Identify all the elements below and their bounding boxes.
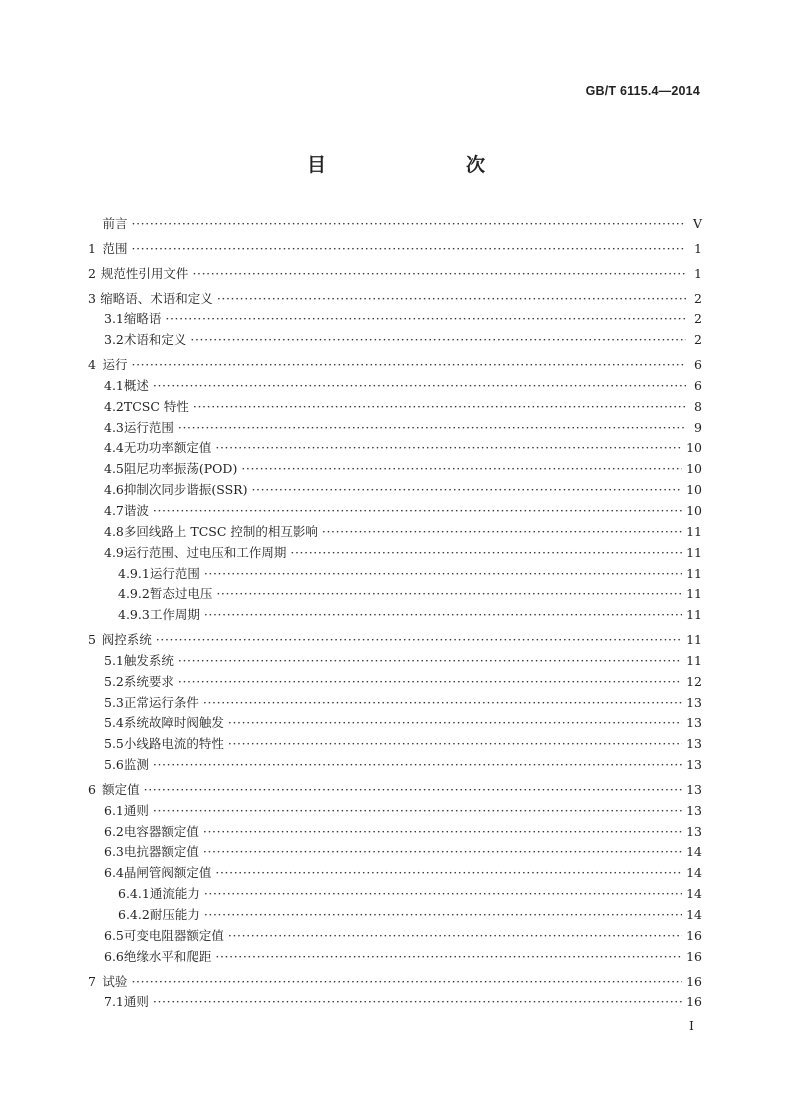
- dot-leader: [131, 974, 682, 989]
- toc-entry-title: 可变电阻器额定值: [123, 927, 224, 943]
- dot-leader: [228, 928, 682, 943]
- toc-entry[interactable]: [88, 289, 702, 310]
- toc-entry-page: 13: [686, 781, 702, 797]
- toc-entry[interactable]: [88, 842, 702, 863]
- toc-entry-page: 13: [686, 757, 702, 773]
- toc-entry-page: 11: [686, 565, 702, 581]
- toc-entry-page: 11: [686, 586, 702, 602]
- toc-entry-title: 运行范围: [149, 565, 200, 581]
- toc-entry[interactable]: [88, 214, 702, 235]
- toc-entry-page: 13: [686, 694, 702, 710]
- toc-entry-page: 13: [686, 715, 702, 731]
- toc-entry-page: 16: [686, 927, 702, 943]
- toc-entry[interactable]: [88, 822, 702, 843]
- toc-entry-title: 运行: [102, 357, 128, 373]
- toc-entry-number: 6.6: [104, 948, 124, 964]
- toc-entry-title: 概述: [123, 377, 149, 393]
- toc-entry[interactable]: [88, 330, 702, 351]
- toc-entry[interactable]: [88, 734, 702, 755]
- toc-entry-page: 10: [686, 502, 702, 518]
- toc-entry-title: 运行范围、过电压和工作周期: [123, 544, 287, 560]
- toc-entry-title: 规范性引用文件: [100, 265, 189, 281]
- dot-leader: [251, 482, 682, 497]
- dot-leader: [215, 440, 682, 455]
- toc-entry-title: 多回线路上 TCSC 控制的相互影响: [123, 523, 318, 539]
- toc-entry-title: 耐压能力: [149, 907, 200, 922]
- toc-entry[interactable]: [88, 355, 702, 376]
- toc-entry-page: 9: [694, 419, 702, 435]
- toc-entry[interactable]: [88, 376, 702, 397]
- dot-leader: [204, 566, 682, 581]
- dot-leader: [193, 399, 686, 414]
- dot-leader: [153, 803, 682, 818]
- toc-entry-number: 6.3: [104, 844, 124, 860]
- toc-entry[interactable]: [88, 564, 702, 585]
- toc-entry-title: 电抗器额定值: [123, 844, 199, 860]
- toc-entry-number: 6.2: [104, 823, 124, 839]
- dot-leader: [216, 586, 682, 601]
- toc-entry[interactable]: [88, 884, 702, 905]
- toc-entry-title: 缩略语、术语和定义: [100, 290, 213, 306]
- toc-entry-page: 11: [686, 632, 702, 648]
- toc-entry-title: 监测: [123, 757, 149, 773]
- dot-leader: [322, 524, 682, 539]
- toc-entry-page: 10: [686, 482, 702, 498]
- toc-entry-page: 2: [694, 290, 702, 306]
- toc-entry-number: 4.6: [104, 482, 124, 498]
- toc-entry-title: 额定值: [102, 781, 140, 797]
- dot-leader: [153, 378, 686, 393]
- toc-entry-number: 5: [88, 632, 96, 648]
- page-title: 目 次: [306, 154, 519, 176]
- toc-entry-number: 7.1: [104, 994, 124, 1010]
- toc-entry-title: 抑制次同步谐振(SSR): [123, 482, 248, 498]
- toc-entry-number: 3.1: [104, 311, 124, 327]
- toc-entry-title: 暂态过电压: [149, 586, 213, 602]
- toc-entry-page: 2: [694, 332, 702, 348]
- dot-leader: [217, 291, 686, 306]
- toc-entry-number: 4.9.3: [118, 607, 150, 623]
- dot-leader: [290, 545, 682, 560]
- toc-entry-page: 11: [686, 607, 702, 623]
- toc-entry[interactable]: [88, 630, 702, 651]
- dot-leader: [204, 607, 682, 622]
- toc-entry-page: 16: [686, 994, 702, 1010]
- toc-entry[interactable]: [88, 397, 702, 418]
- toc-entry-number: 4.5: [104, 461, 124, 477]
- dot-leader: [178, 674, 682, 689]
- dot-leader: [203, 695, 682, 710]
- toc-entry-page: 6: [694, 357, 702, 373]
- toc-entry-number: 4.9: [104, 544, 124, 560]
- toc-entry-title: 试验: [102, 973, 128, 989]
- toc-entry-page: 13: [686, 823, 702, 839]
- dot-leader: [228, 715, 682, 730]
- toc-entry[interactable]: [88, 693, 702, 714]
- toc-entry-page: 11: [686, 523, 702, 539]
- toc-entry-number: 6.1: [104, 802, 124, 818]
- toc-entry-page: 14: [686, 886, 702, 902]
- toc-entry-title: 系统故障时阀触发: [123, 715, 224, 731]
- toc-entry-number: 6: [88, 781, 96, 797]
- toc-entry-page: 8: [694, 398, 702, 414]
- toc-entry[interactable]: [88, 459, 702, 480]
- toc-entry[interactable]: [88, 418, 702, 439]
- dot-leader: [132, 216, 686, 231]
- toc-entry-title: TCSC 特性: [123, 398, 189, 414]
- toc-entry[interactable]: [88, 801, 702, 822]
- toc-entry-number: 5.4: [104, 715, 124, 731]
- toc-entry-page: 11: [686, 544, 702, 560]
- dot-leader: [204, 907, 682, 922]
- dot-leader: [215, 865, 682, 880]
- toc-entry-number: 1: [88, 240, 96, 256]
- toc-entry-page: 14: [686, 907, 702, 922]
- toc-entry[interactable]: [88, 309, 702, 330]
- toc-entry-page: V: [692, 216, 702, 231]
- toc-entry-title: 阻尼功率振荡(POD): [123, 461, 238, 477]
- toc-entry-title: 电容器额定值: [123, 823, 199, 839]
- dot-leader: [144, 782, 682, 797]
- toc-entry[interactable]: [88, 522, 702, 543]
- toc-entry-number: 4.1: [104, 377, 124, 393]
- dot-leader: [153, 994, 682, 1009]
- toc-entry-title: 阀控系统: [101, 632, 152, 648]
- dot-leader: [165, 311, 686, 326]
- toc-entry-number: 5.2: [104, 673, 124, 689]
- table-of-contents: [88, 214, 702, 1013]
- dot-leader: [132, 241, 686, 256]
- toc-entry[interactable]: [88, 605, 702, 626]
- toc-entry-number: 4.7: [104, 502, 124, 518]
- toc-entry-page: 16: [686, 948, 702, 964]
- toc-entry-page: 13: [686, 736, 702, 752]
- dot-leader: [178, 653, 682, 668]
- dot-leader: [203, 844, 682, 859]
- dot-leader: [204, 886, 682, 901]
- toc-entry[interactable]: [88, 972, 702, 993]
- toc-entry-number: 4.3: [104, 419, 124, 435]
- toc-entry-number: 6.5: [104, 927, 124, 943]
- dot-leader: [153, 757, 682, 772]
- toc-entry-title: 通则: [123, 802, 149, 818]
- page-number: I: [689, 1018, 694, 1033]
- toc-entry-title: 正常运行条件: [123, 694, 199, 710]
- toc-entry-number: 6.4.2: [118, 907, 150, 922]
- toc-entry[interactable]: [88, 584, 702, 605]
- toc-entry-number: 3.2: [104, 332, 124, 348]
- toc-entry-number: 5.5: [104, 736, 124, 752]
- toc-entry-page: 16: [686, 973, 702, 989]
- dot-leader: [178, 420, 686, 435]
- toc-entry-title: 触发系统: [123, 652, 174, 668]
- toc-entry-title: 术语和定义: [123, 332, 187, 348]
- dot-leader: [153, 503, 682, 518]
- toc-entry-title: 工作周期: [149, 607, 200, 623]
- toc-entry-page: 10: [686, 461, 702, 477]
- toc-entry-number: 5.3: [104, 694, 124, 710]
- toc-entry-number: 4.9.1: [118, 565, 150, 581]
- toc-entry-title: 通流能力: [149, 886, 200, 902]
- toc-entry-title: 前言: [102, 216, 128, 231]
- toc-entry[interactable]: [88, 672, 702, 693]
- toc-entry-page: 14: [686, 865, 702, 881]
- toc-entry[interactable]: [88, 543, 702, 564]
- toc-entry-page: 1: [694, 240, 702, 256]
- toc-entry[interactable]: [88, 438, 702, 459]
- dot-leader: [241, 461, 682, 476]
- dot-leader: [215, 949, 682, 964]
- toc-entry-number: 4.8: [104, 523, 124, 539]
- toc-entry-page: 2: [694, 311, 702, 327]
- toc-entry-page: 13: [686, 802, 702, 818]
- dot-leader: [203, 824, 682, 839]
- toc-entry[interactable]: [88, 651, 702, 672]
- dot-leader: [156, 632, 682, 647]
- toc-entry-page: 10: [686, 440, 702, 456]
- toc-entry-title: 谐波: [123, 502, 149, 518]
- toc-entry-title: 范围: [102, 240, 128, 256]
- toc-entry[interactable]: [88, 755, 702, 776]
- toc-entry-number: 5.6: [104, 757, 124, 773]
- toc-entry-number: 2: [88, 265, 96, 281]
- toc-entry-title: 绝缘水平和爬距: [123, 948, 212, 964]
- toc-entry[interactable]: [88, 780, 702, 801]
- dot-leader: [192, 266, 686, 281]
- toc-entry-title: 系统要求: [123, 673, 174, 689]
- toc-entry-page: 12: [686, 673, 702, 689]
- toc-entry[interactable]: [88, 480, 702, 501]
- toc-entry-title: 小线路电流的特性: [123, 736, 224, 752]
- toc-entry-title: 通则: [123, 994, 149, 1010]
- toc-entry-title: 缩略语: [123, 311, 162, 327]
- toc-entry-number: 4.4: [104, 440, 124, 456]
- toc-entry[interactable]: [88, 239, 702, 260]
- toc-entry-number: 5.1: [104, 652, 124, 668]
- toc-entry[interactable]: [88, 992, 702, 1013]
- toc-entry-title: 无功功率额定值: [123, 440, 212, 456]
- toc-entry[interactable]: [88, 947, 702, 968]
- toc-entry-number: 6.4.1: [118, 886, 150, 902]
- toc-entry-number: 4.9.2: [118, 586, 150, 602]
- toc-entry[interactable]: [88, 905, 702, 926]
- toc-entry-number: 3: [88, 290, 96, 306]
- toc-entry-page: 6: [694, 377, 702, 393]
- toc-entry-number: 4: [88, 357, 96, 373]
- toc-entry[interactable]: [88, 501, 702, 522]
- toc-entry-page: 11: [686, 652, 702, 668]
- document-code: GB/T 6115.4—2014: [585, 84, 700, 98]
- toc-entry[interactable]: [88, 863, 702, 884]
- toc-entry-page: 1: [694, 265, 702, 281]
- toc-entry-title: 晶闸管阀额定值: [123, 865, 212, 881]
- toc-entry[interactable]: [88, 926, 702, 947]
- toc-entry[interactable]: [88, 713, 702, 734]
- dot-leader: [132, 357, 686, 372]
- toc-entry-number: 4.2: [104, 398, 124, 414]
- toc-entry-number: 7: [88, 973, 96, 989]
- dot-leader: [190, 332, 686, 347]
- toc-entry-number: 6.4: [104, 865, 124, 881]
- dot-leader: [228, 736, 682, 751]
- toc-entry-page: 14: [686, 844, 702, 860]
- toc-entry[interactable]: [88, 264, 702, 285]
- toc-entry-title: 运行范围: [123, 419, 174, 435]
